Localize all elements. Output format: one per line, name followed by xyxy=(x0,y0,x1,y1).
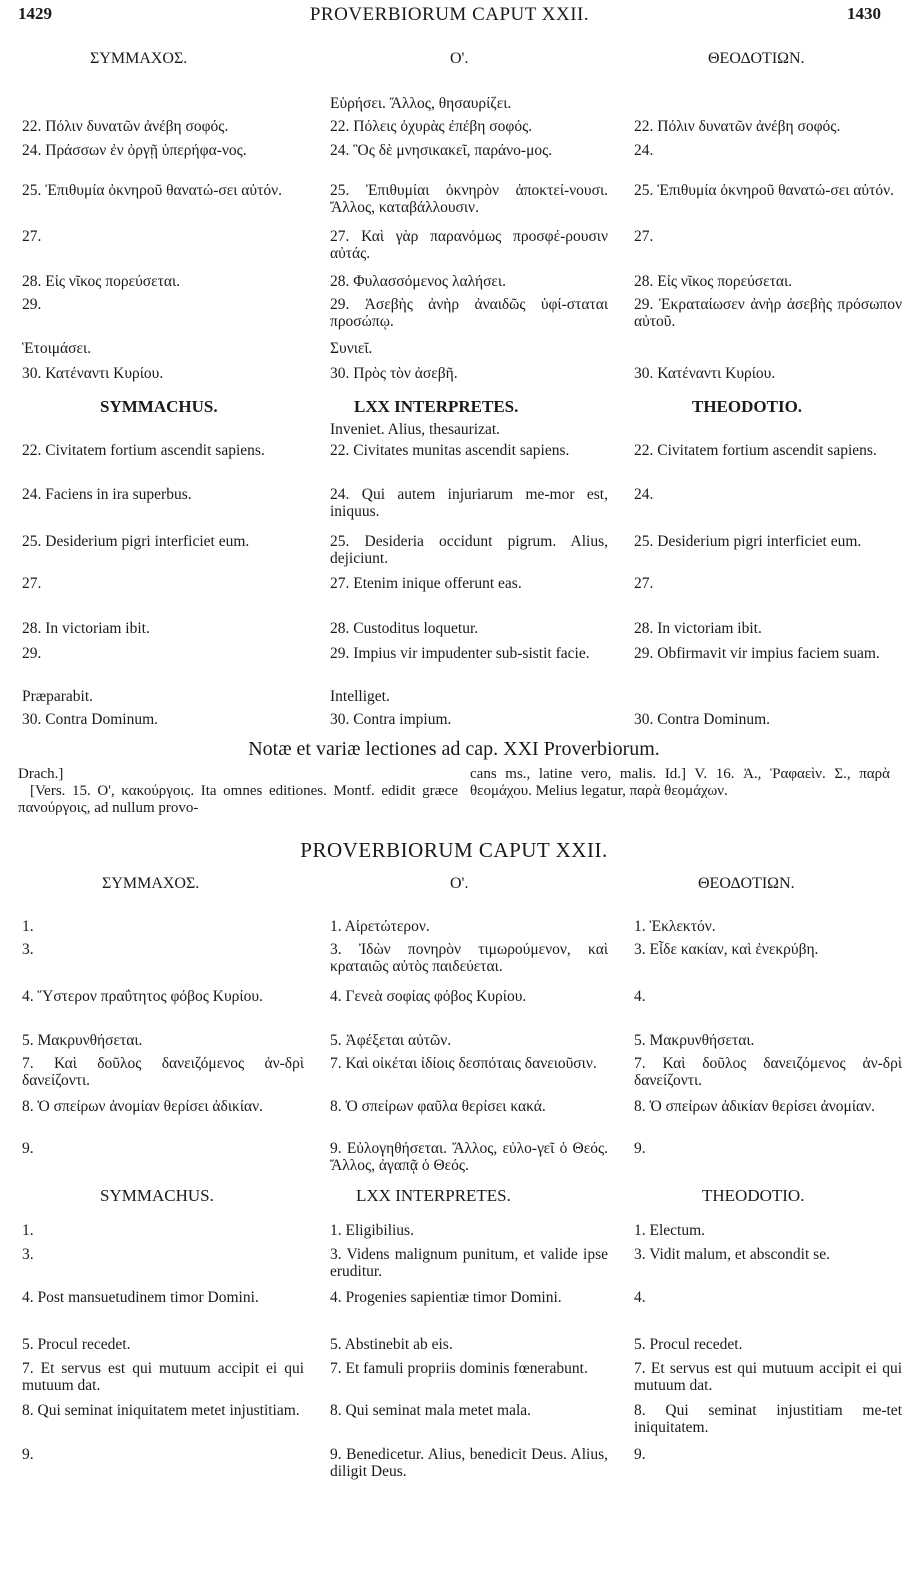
bgreek-row-7-sym: 7. Καὶ δοῦλος δανειζόμενος ἀν-δρὶ δανείζοντι. xyxy=(22,1055,304,1089)
latin-row-30-theo: 30. Contra Dominum. xyxy=(634,711,771,728)
bgreek-row-8-sym: 8. Ὁ σπείρων ἀνομίαν θερίσει ἀδικίαν. xyxy=(22,1098,264,1115)
greek-row-24-theo: 24. xyxy=(634,142,654,159)
latin-row-28-sym: 28. In victoriam ibit. xyxy=(22,620,150,637)
blatin-row-5-lxx: 5. Abstinebit ab eis. xyxy=(330,1336,453,1353)
bgreek-row-3-lxx: 3. Ἰδὼν πονηρὸν τιμωρούμενον, καὶ κραταιῶς αὐτὸς παιδεύεται. xyxy=(330,941,608,975)
bgreek-row-1-lxx: 1. Αἱρετώτερον. xyxy=(330,918,430,935)
greek-row-25-sym: 25. Ἐπιθυμία ὀκνηροῦ θανατώ-σει αὐτόν. xyxy=(22,182,282,199)
bgreek-row-3-sym: 3. xyxy=(22,941,34,958)
greek-row-22-sym: 22. Πόλιν δυνατῶν ἀνέβη σοφός. xyxy=(22,118,229,135)
greek-row-24-lxx: 24. Ὃς δὲ μνησικακεῖ, παράνο-μος. xyxy=(330,142,553,159)
latin-row-25-theo: 25. Desiderium pigri interficiet eum. xyxy=(634,533,862,550)
top-greek-section xyxy=(18,32,902,392)
chapter-title-block xyxy=(18,838,890,868)
bgreek-row-4-sym: 4. Ὕστερον πραΰτητος φόβος Κυρίου. xyxy=(22,988,263,1005)
greek-row-27-theo: 27. xyxy=(634,228,654,245)
latin-row-28-lxx: 28. Custoditus loquetur. xyxy=(330,620,479,637)
greek-row-22-theo: 22. Πόλιν δυνατῶν ἀνέβη σοφός. xyxy=(634,118,841,135)
greek-row-29-lxx: 29. Ἀσεβὴς ἀνὴρ ἀναιδῶς ὑφί-σταται προσώπῳ. xyxy=(330,296,608,330)
top-latin-section xyxy=(18,394,890,734)
greek-row-25-lxx: 25. Ἐπιθυμίαι ὀκνηρὸν ἀποκτεί-νουσι. Ἄλλος, καταβάλλουσιν. xyxy=(330,182,608,216)
chapter-title: PROVERBIORUM CAPUT XXII. xyxy=(300,838,608,862)
latin-head-theodotion-2: THEODOTIO. xyxy=(702,1186,805,1205)
blatin-row-1-lxx: 1. Eligibilius. xyxy=(330,1222,414,1239)
blatin-row-3-sym: 3. xyxy=(22,1246,34,1263)
latin-row-22-theo: 22. Civitatem fortium ascendit sapiens. xyxy=(634,442,877,459)
greek-lxx-lead: Εὑρήσει. Ἄλλος, θησαυρίζει. xyxy=(330,95,512,112)
blatin-row-7-lxx: 7. Et famuli propriis dominis fœnerabunt. xyxy=(330,1360,588,1377)
blatin-row-4-lxx: 4. Progenies sapientiæ timor Domini. xyxy=(330,1289,562,1306)
bgreek-row-1-theo: 1. Ἐκλεκτόν. xyxy=(634,918,716,935)
bgreek-row-5-lxx: 5. Ἀφέξεται αὐτῶν. xyxy=(330,1032,452,1049)
notes-left-head: Drach.] xyxy=(18,766,64,782)
bgreek-row-1-sym: 1. xyxy=(22,918,34,935)
latin-lxx-lead: Inveniet. Alius, thesaurizat. xyxy=(330,421,501,438)
bgreek-row-7-lxx: 7. Καὶ οἰκέται ἰδίοις δεσπόταις δανειοῦσιν. xyxy=(330,1055,597,1072)
greek-row-27-sym: 27. xyxy=(22,228,42,245)
greek-head-symmachus: ΣΥΜΜΑΧΟΣ. xyxy=(90,50,188,67)
page-number-right: 1430 xyxy=(847,4,881,23)
latin-head-symmachus: SYMMACHUS. xyxy=(100,397,218,416)
latin-row-extra-lxx: Intelliget. xyxy=(330,688,390,705)
latin-head-theodotion: THEODOTIO. xyxy=(692,397,803,416)
bgreek-row-5-theo: 5. Μακρυνθήσεται. xyxy=(634,1032,755,1049)
blatin-row-4-sym: 4. Post mansuetudinem timor Domini. xyxy=(22,1289,259,1306)
blatin-row-7-sym: 7. Et servus est qui mutuum accipit ei qui mutuum dat. xyxy=(22,1360,304,1394)
blatin-row-5-sym: 5. Procul recedet. xyxy=(22,1336,131,1353)
greek-row-30-lxx: 30. Πρὸς τὸν ἀσεβῆ. xyxy=(330,365,458,382)
blatin-row-5-theo: 5. Procul recedet. xyxy=(634,1336,743,1353)
blatin-row-9-sym: 9. xyxy=(22,1446,34,1463)
blatin-row-3-lxx: 3. Videns malignum punitum, et valide ipse eruditur. xyxy=(330,1246,608,1280)
page-number-left: 1429 xyxy=(18,4,52,23)
latin-row-24-theo: 24. xyxy=(634,486,654,503)
greek-row-29-theo: 29. Ἐκραταίωσεν ἀνὴρ ἀσεβὴς πρόσωπον αὐτοῦ. xyxy=(634,296,902,330)
blatin-row-8-lxx: 8. Qui seminat mala metet mala. xyxy=(330,1402,532,1419)
latin-row-24-lxx: 24. Qui autem injuriarum me-mor est, iniquus. xyxy=(330,486,608,520)
latin-row-24-sym: 24. Faciens in ira superbus. xyxy=(22,486,192,503)
greek-row-22-lxx: 22. Πόλεις ὀχυρὰς ἐπέβη σοφός. xyxy=(330,118,533,135)
bgreek-row-9-theo: 9. xyxy=(634,1140,646,1157)
greek-row-25-theo: 25. Ἐπιθυμία ὀκνηροῦ θανατώ-σει αὐτόν. xyxy=(634,182,894,199)
latin-row-22-sym: 22. Civitatem fortium ascendit sapiens. xyxy=(22,442,265,459)
latin-row-extra-sym: Præparabit. xyxy=(22,688,94,705)
bgreek-row-8-lxx: 8. Ὁ σπείρων φαῦλα θερίσει κακά. xyxy=(330,1098,546,1115)
blatin-row-8-theo: 8. Qui seminat injustitiam me-tet iniquitatem. xyxy=(634,1402,902,1436)
blatin-row-4-theo: 4. xyxy=(634,1289,646,1306)
running-title: PROVERBIORUM CAPUT XXII. xyxy=(309,4,590,25)
greek-row-30-theo: 30. Κατέναντι Κυρίου. xyxy=(634,365,776,382)
latin-row-28-theo: 28. In victoriam ibit. xyxy=(634,620,762,637)
notes-section xyxy=(18,738,890,838)
notes-title: Notæ et variæ lectiones ad cap. XXI Proverbiorum. xyxy=(248,738,660,760)
greek-head-lxx-2: Ο'. xyxy=(450,875,469,892)
blatin-row-1-theo: 1. Electum. xyxy=(634,1222,706,1239)
running-head xyxy=(18,4,881,28)
greek-head-theodotion: ΘΕΟΔΟΤΙΩΝ. xyxy=(708,50,805,67)
bgreek-row-3-theo: 3. Εἶδε κακίαν, καὶ ἐνεκρύβη. xyxy=(634,941,819,958)
greek-row-24-sym: 24. Πράσσων ἐν ὀργῇ ὑπερήφα-νος. xyxy=(22,142,247,159)
blatin-row-1-sym: 1. xyxy=(22,1222,34,1239)
bgreek-row-8-theo: 8. Ὁ σπείρων ἀδικίαν θερίσει ἀνομίαν. xyxy=(634,1098,876,1115)
greek-head-theodotion-2: ΘΕΟΔΟΤΙΩΝ. xyxy=(698,875,795,892)
latin-row-25-sym: 25. Desiderium pigri interficiet eum. xyxy=(22,533,250,550)
bottom-greek-section xyxy=(18,870,902,1180)
greek-row-28-theo: 28. Εἰς νῖκος πορεύσεται. xyxy=(634,273,793,290)
greek-row-30-sym: 30. Κατέναντι Κυρίου. xyxy=(22,365,164,382)
greek-row-extra-lxx: Συνιεῖ. xyxy=(330,340,373,357)
latin-row-27-lxx: 27. Etenim inique offerunt eas. xyxy=(330,575,522,592)
bgreek-row-9-sym: 9. xyxy=(22,1140,34,1157)
greek-row-27-lxx: 27. Καὶ γὰρ παρανόμως προσφέ-ρουσιν αὐτάς. xyxy=(330,228,608,262)
greek-row-28-lxx: 28. Φυλασσόμενος λαλήσει. xyxy=(330,273,506,290)
latin-row-25-lxx: 25. Desideria occidunt pigrum. Alius, dejiciunt. xyxy=(330,533,608,567)
blatin-row-9-theo: 9. xyxy=(634,1446,646,1463)
bgreek-row-4-lxx: 4. Γενεὰ σοφίας φόβος Κυρίου. xyxy=(330,988,527,1005)
greek-head-symmachus-2: ΣΥΜΜΑΧΟΣ. xyxy=(102,875,200,892)
bgreek-row-9-lxx: 9. Εὐλογηθήσεται. Ἄλλος, εὐλο-γεῖ ὁ Θεός. Ἄλλος, ἀγαπᾷ ὁ Θεός. xyxy=(330,1140,608,1174)
latin-row-30-lxx: 30. Contra impium. xyxy=(330,711,452,728)
blatin-row-9-lxx: 9. Benedicetur. Alius, benedicit Deus. Alius, diligit Deus. xyxy=(330,1446,608,1480)
notes-left-text: [Vers. 15. Ο', κακούργοις. Ita omnes editiones. Montf. edidit græce πανούργοις, ad nullum provo- xyxy=(18,783,458,816)
bgreek-row-4-theo: 4. xyxy=(634,988,646,1005)
blatin-row-8-sym: 8. Qui seminat iniquitatem metet injustitiam. xyxy=(22,1402,300,1419)
greek-row-29-sym: 29. xyxy=(22,296,42,313)
latin-row-27-theo: 27. xyxy=(634,575,654,592)
latin-row-30-sym: 30. Contra Dominum. xyxy=(22,711,159,728)
latin-row-27-sym: 27. xyxy=(22,575,42,592)
greek-row-extra-sym: Ἑτοιμάσει. xyxy=(22,340,92,357)
bgreek-row-5-sym: 5. Μακρυνθήσεται. xyxy=(22,1032,143,1049)
latin-head-symmachus-2: SYMMACHUS. xyxy=(100,1186,214,1205)
latin-row-22-lxx: 22. Civitates munitas ascendit sapiens. xyxy=(330,442,570,459)
bottom-latin-section xyxy=(18,1186,902,1486)
latin-row-29-theo: 29. Obfirmavit vir impius faciem suam. xyxy=(634,645,880,662)
bgreek-row-7-theo: 7. Καὶ δοῦλος δανειζόμενος ἀν-δρὶ δανείζοντι. xyxy=(634,1055,902,1089)
latin-head-lxx: LXX INTERPRETES. xyxy=(354,397,519,416)
greek-head-lxx: Ο'. xyxy=(450,50,469,67)
blatin-row-3-theo: 3. Vidit malum, et abscondit se. xyxy=(634,1246,830,1263)
latin-row-29-sym: 29. xyxy=(22,645,42,662)
blatin-row-7-theo: 7. Et servus est qui mutuum accipit ei qui mutuum dat. xyxy=(634,1360,902,1394)
notes-right-text: cans ms., latine vero, malis. Id.] V. 16. Ἀ., Ῥαφαεὶν. Σ., παρὰ θεομάχου. Melius legatur, παρὰ θεομάχων. xyxy=(470,766,890,799)
greek-row-28-sym: 28. Εἰς νῖκος πορεύσεται. xyxy=(22,273,181,290)
latin-head-lxx-2: LXX INTERPRETES. xyxy=(356,1186,511,1205)
latin-row-29-lxx: 29. Impius vir impudenter sub-sistit facie. xyxy=(330,645,590,662)
